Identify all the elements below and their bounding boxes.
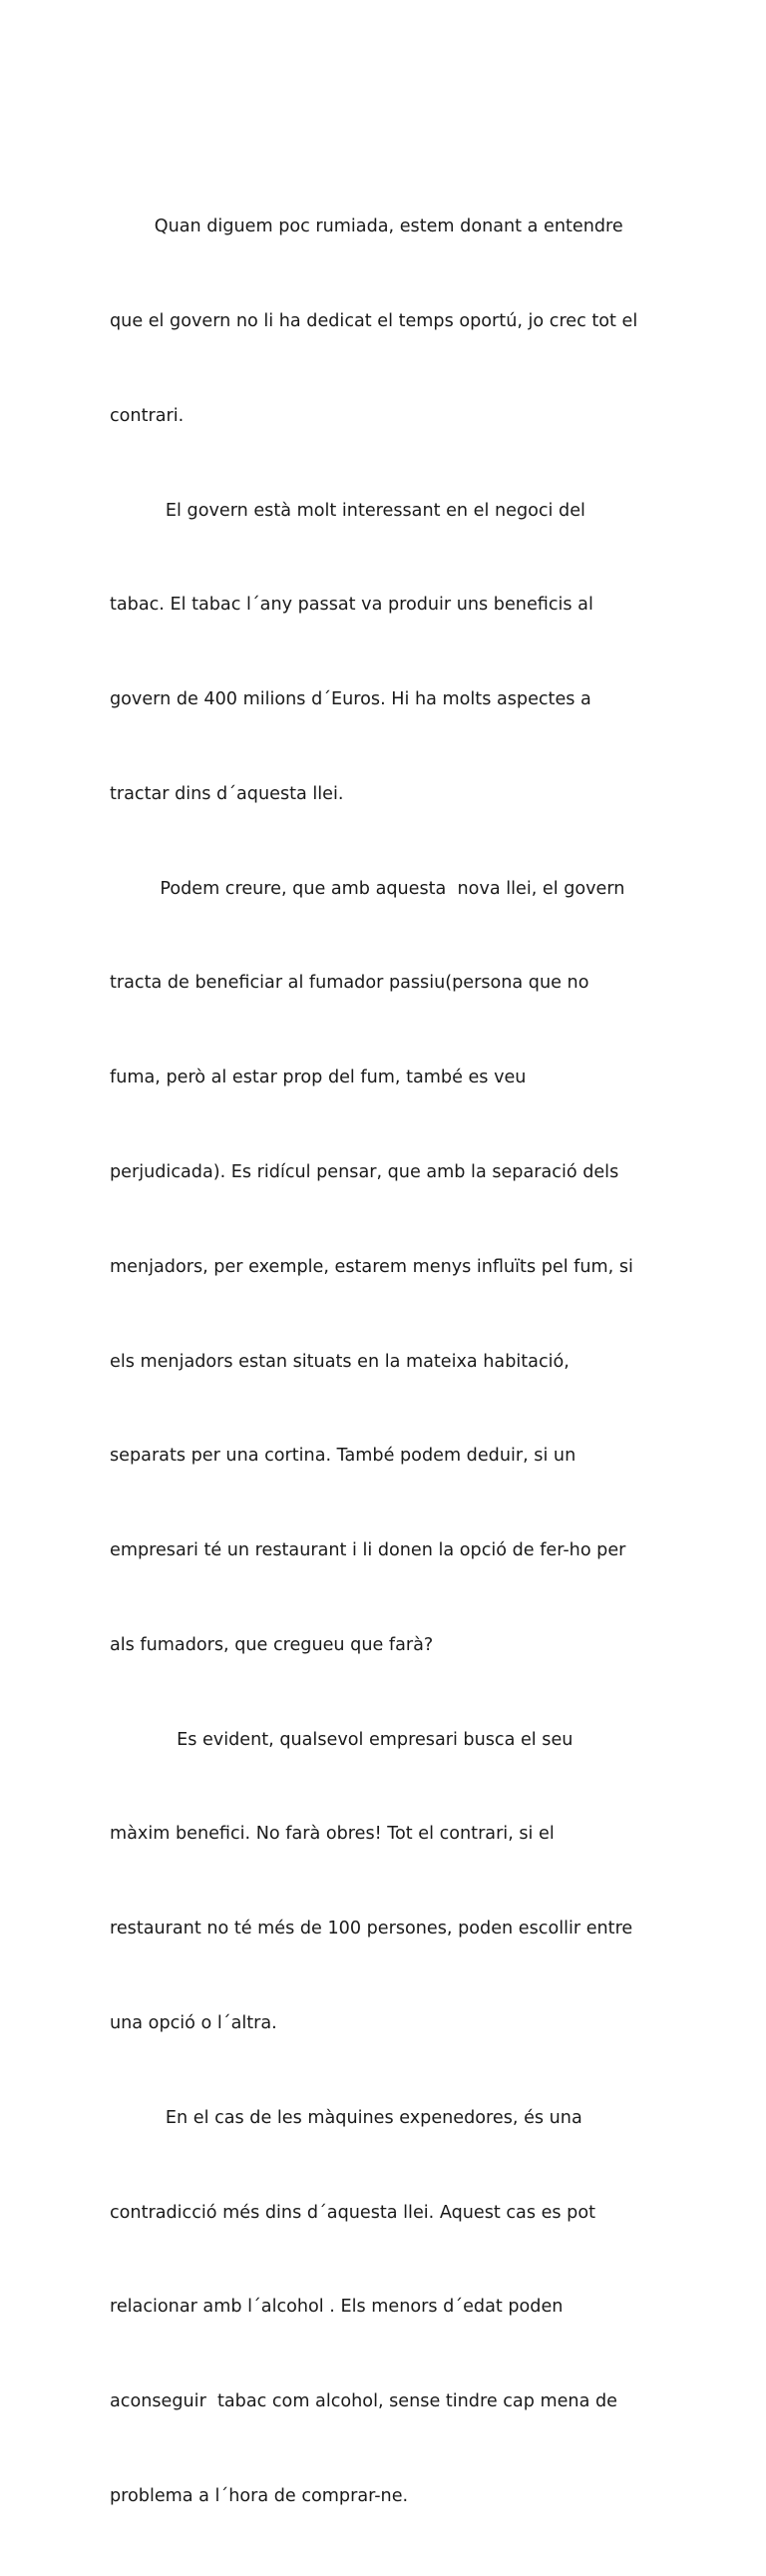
- text-line: tractar dins d´aquesta llei.: [110, 783, 344, 804]
- text-line: fuma, però al estar prop del fum, també es veu: [110, 1068, 527, 1088]
- body-text: [110, 149, 658, 2576]
- text-line: El govern està molt interessant en el negoci del: [110, 500, 585, 521]
- text-line: problema a l´hora de comprar-ne.: [110, 2485, 409, 2506]
- text-line: empresari té un restaurant i li donen la opció de fer-ho per: [110, 1540, 626, 1561]
- text-line: una opció o l´altra.: [110, 2013, 277, 2034]
- text-line: govern de 400 milions d´Euros. Hi ha molts aspectes a: [110, 689, 591, 710]
- text-line: Quan diguem poc rumiada, estem donant a entendre: [110, 216, 623, 237]
- text-line: Podem creure, que amb aquesta nova llei, el govern: [110, 878, 625, 899]
- text-line: relacionar amb l´alcohol . Els menors d´edat poden: [110, 2297, 564, 2318]
- text-line: separats per una cortina. També podem deduir, si un: [110, 1446, 576, 1467]
- text-line: als fumadors, que cregueu que farà?: [110, 1634, 434, 1655]
- text-line: contradicció més dins d´aquesta llei. Aquest cas es pot: [110, 2202, 595, 2223]
- text-line: tabac. El tabac l´any passat va produir uns beneficis al: [110, 595, 593, 616]
- text-line: aconseguir tabac com alcohol, sense tindre cap mena de: [110, 2391, 617, 2412]
- text-line: perjudicada). Es ridícul pensar, que amb la separació dels: [110, 1162, 619, 1182]
- text-line: restaurant no té més de 100 persones, poden escollir entre: [110, 1919, 633, 1939]
- text-line: Es evident, qualsevol empresari busca el seu: [110, 1729, 574, 1750]
- text-line: els menjadors estan situats en la mateixa habitació,: [110, 1351, 570, 1372]
- text-line: menjadors, per exemple, estarem menys influïts pel fum, si: [110, 1256, 633, 1277]
- text-line: En el cas de les màquines expenedores, és una: [110, 2107, 582, 2128]
- text-line: màxim benefici. No farà obres! Tot el contrari, si el: [110, 1824, 555, 1845]
- text-line: contrari.: [110, 405, 185, 426]
- text-line: que el govern no li ha dedicat el temps oportú, jo crec tot el: [110, 310, 638, 331]
- text-line: tracta de beneficiar al fumador passiu(persona que no: [110, 973, 589, 994]
